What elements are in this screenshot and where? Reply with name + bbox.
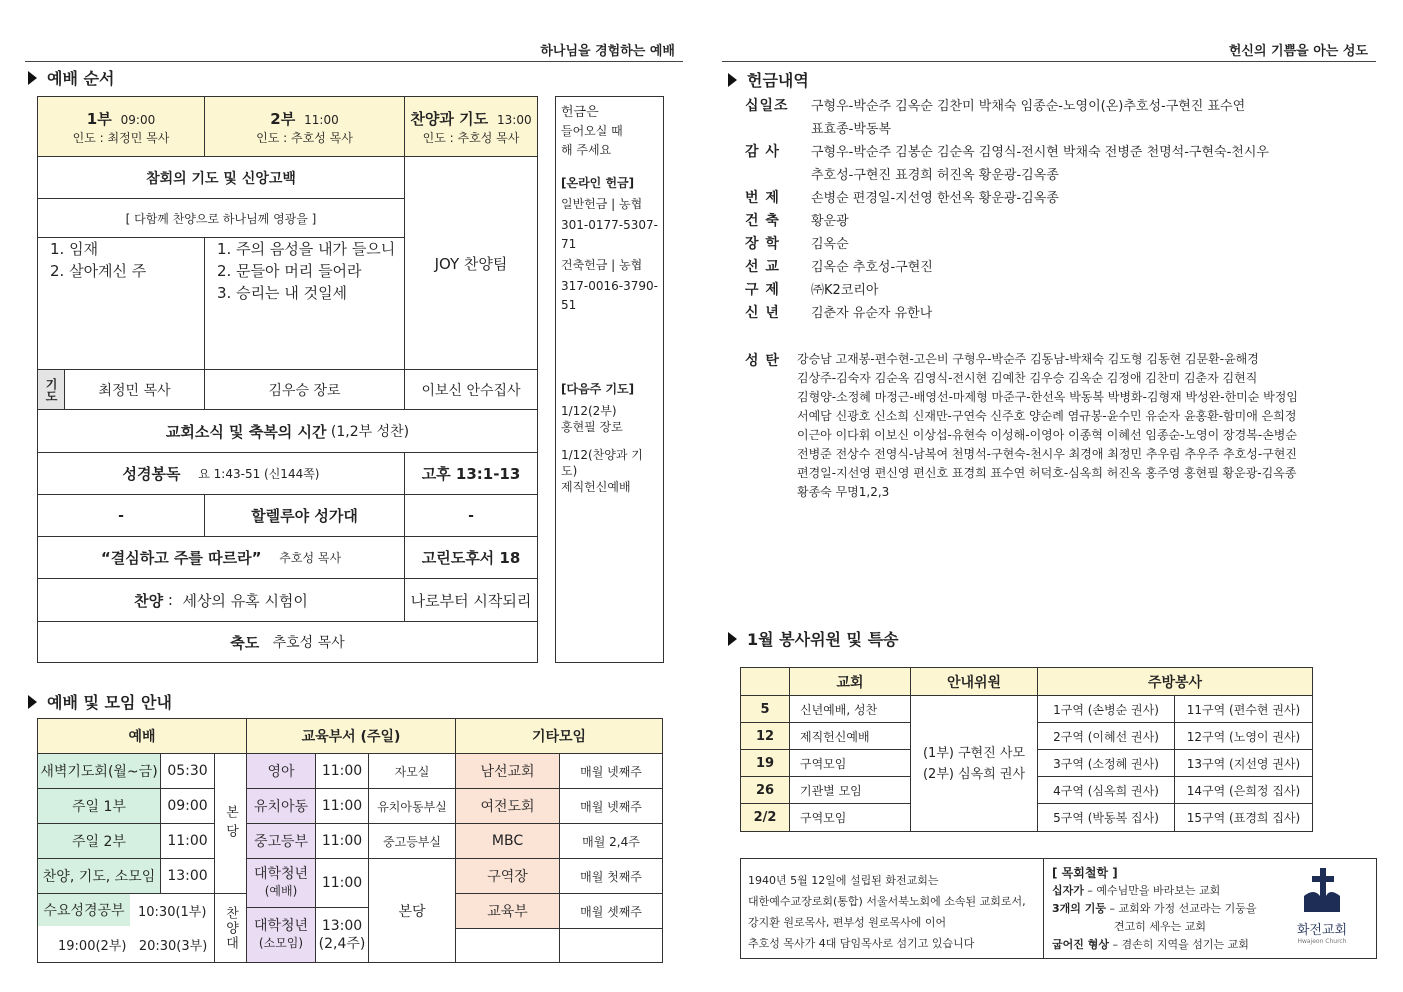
server-event-26: 기관별 모임 [789,776,911,804]
benediction-row: 축도 추호성 목사 [37,621,538,663]
meeting-place-main: 본당 [214,753,247,894]
other-edu-when: 매월 셋째주 [559,893,663,929]
hymn-service-3: 나로부터 시작되리 [404,578,538,622]
edu-kids-time: 11:00 [315,788,369,824]
offering-tithe: 십일조 구형우-박순주 김옥순 김찬미 박채숙 임종순-노영이(온)추호성-구현진 표수연 표효종-박동복 [745,98,1246,137]
sermon-service-3: 고린도후서 18 [404,536,538,579]
meeting-wednesday-name: 수요성경공부 [38,894,130,926]
meetings-header-worship: 예배 [37,718,247,754]
choir-row: 할렐루야 성가대 [204,494,405,537]
kitchen-13: 13구역 (지선영 권사) [1174,749,1313,777]
offerings-heading: 헌금내역 [728,68,809,91]
kitchen-15: 15구역 (표경희 집사) [1174,803,1313,832]
server-date-2-2: 2/2 [740,803,790,832]
offering-relief: 구 제 ㈜K2코리아 [745,282,879,298]
kitchen-12: 12구역 (노영이 권사) [1174,722,1313,750]
servers-header-blank [740,667,790,696]
meeting-wednesday-place: 찬양대 [214,893,247,963]
songs-service-2: 1. 주의 음성을 내가 들으니 2. 문들아 머리 들어라 3. 승리는 내 것일세 [204,237,405,370]
kitchen-14: 14구역 (은희정 집사) [1174,776,1313,804]
songs-service-1: 1. 임재 2. 살아계신 주 [37,237,205,370]
kitchen-2: 2구역 (이혜선 권사) [1037,722,1175,750]
right-header: 헌신의 기쁨을 아는 성도 [1228,44,1368,59]
server-event-19: 구역모임 [789,749,911,777]
confession-row: 참회의 기도 및 신앙고백 [37,156,405,199]
other-mbc-when: 매월 2,4주 [559,823,663,859]
server-event-12: 제직헌신예배 [789,722,911,750]
sermon-row: “결심하고 주를 따르라” 추호성 목사 [37,536,405,579]
left-header: 하나님을 경험하는 예배 [540,44,675,59]
meeting-praise-prayer-time: 13:00 [160,858,215,894]
other-women-when: 매월 넷째주 [559,788,663,824]
server-date-12: 12 [740,722,790,750]
server-event-5: 신년예배, 성찬 [789,695,911,723]
offering-mission: 선 교 김옥순 추호성-구현진 [745,259,933,275]
edu-youth-time: 11:00 [315,823,369,859]
edu-univ-group: 대학청년 (소모임) [246,907,316,963]
right-header-rule [722,61,1376,62]
church-history-divider [1043,858,1044,959]
meeting-wednesday-time-1: 10:30(1부) [138,905,207,920]
meetings-heading: 예배 및 모임 안내 [28,690,172,713]
offering-scholarship: 장 학 김옥순 [745,236,849,252]
prayer-label: 기도 [37,369,65,410]
church-philosophy: [ 목회철학 ] 십자가 – 예수님만을 바라보는 교회 3개의 기둥 – 교회와 가정 선교라는 기둥을 견고히 세우는 교회 굽어진 형상 – 겸손히 지역을 섬기는 교회 [1052,866,1257,951]
offering-thanks: 감 사 구형우-박순주 김봉순 김순옥 김영식-전시현 박채숙 전병준 천명석-구현숙-천시우 추호성-구현진 표경희 허진옥 황운광-김옥종 [745,144,1269,183]
service-1-header: 1부 09:00 인도 : 최정민 목사 [37,96,205,157]
offering-building: 건 축 황운광 [745,213,849,229]
other-leaders-when: 매월 첫째주 [559,858,663,894]
triangle-bullet-icon [28,71,37,85]
server-ushers: (1부) 구현진 사모 (2부) 심옥희 권사 [910,695,1038,832]
edu-univ-worship: 대학청년 (예배) [246,858,316,908]
server-event-2-2: 구역모임 [789,803,911,832]
choir-dash-1: - [37,494,205,537]
other-women: 여전도회 [455,788,560,824]
other-empty-1 [455,928,560,963]
servers-header-ushers: 안내위원 [910,667,1038,696]
meeting-sunday-2: 주일 2부 [37,823,161,859]
kitchen-11: 11구역 (편수현 권사) [1174,695,1313,723]
church-history: 1940년 5월 12일에 설립된 화전교회는 대한예수교장로회(통합) 서울서북노회에 소속된 교회로서, 강지환 원로목사, 편부성 원로목사에 이어 추호성 목사가 4대 담임목사로 섬기고 있습니다 [748,874,1026,950]
edu-infant-place: 자모실 [368,753,456,789]
choir-dash-3: - [404,494,538,537]
offering-burnt: 번 제 손병순 편경일-지선영 한선옥 황운광-김옥종 [745,190,1059,206]
meeting-sunday-1: 주일 1부 [37,788,161,824]
scripture-row: 성경봉독 요 1:43-51 (신144쪽) [37,452,405,495]
scripture-service-3: 고후 13:1-13 [404,452,538,495]
prayer-service-3: 이보신 안수집사 [404,369,538,410]
edu-infant: 영아 [246,753,316,789]
hymn-row: 찬양 : 세상의 유혹 시험이 [37,578,405,622]
meetings-header-other: 기타모임 [455,718,663,754]
triangle-bullet-icon [28,695,37,709]
triangle-bullet-icon [728,73,737,87]
prayer-service-2: 김우승 장로 [204,369,405,410]
other-men-when: 매월 넷째주 [559,753,663,789]
edu-univ-worship-time: 11:00 [315,858,369,908]
kitchen-3: 3구역 (소정혜 권사) [1037,749,1175,777]
other-empty-2 [559,928,663,963]
edu-kids: 유치아동 [246,788,316,824]
meeting-praise-prayer: 찬양, 기도, 소모임 [37,858,161,894]
meeting-dawn-time: 05:30 [160,753,215,789]
edu-kids-place: 유치아동부실 [368,788,456,824]
offering-christmas-names: 강승남 고재봉-편수현-고은비 구형우-박순주 김동남-박채숙 김도형 김동현 김문환-윤해경 김상주-김숙자 김순옥 김영식-전시현 김예찬 김우승 김옥순 김정애 김찬미 김춘자 김현직 김형양-소정혜 마정근-배영선-마제형 마준구-한선옥 박동복 박병화-김형재 박성완-한미순 박정임 서예담 신광호 신소희 신재만-구연숙 신주호 양순례 염규봉-윤수민 유순자 윤홍환-함미애 은희정 이근아 이다휘 이보신 이상섭-유현숙 이성해-이영아 이종혁 이혜선 임종순-노영이 장경복-손병순 전병준 전상수 전영식-남복여 천명석-구현숙-천시우 최경애 최정민 추우림 추우주 추호성-구현진 편경일-지선영 편신영 편신호 표경희 표수연 허덕호-심옥희 허진옥 홍주영 홍현필 황운광-김옥종 황종숙 무명1,2,3 [797,352,1298,499]
kitchen-1: 1구역 (손병순 권사) [1037,695,1175,723]
church-logo: 화전교회 Hwajeon Church [1282,866,1362,954]
other-men: 남선교회 [455,753,560,789]
church-news-row: 교회소식 및 축복의 시간 (1,2부 성찬) [37,409,538,453]
prayer-service-1: 최정민 목사 [64,369,205,410]
servers-header-church: 교회 [789,667,911,696]
servers-heading: 1월 봉사위원 및 특송 [728,627,899,650]
kitchen-5: 5구역 (박동복 집사) [1037,803,1175,832]
meetings-header-edu: 교육부서 (주일) [246,718,456,754]
meeting-dawn-prayer: 새벽기도회(월~금) [37,753,161,789]
church-cross-logo-icon [1300,866,1344,918]
other-mbc: MBC [455,823,560,859]
edu-univ-group-time: 13:00 (2,4주) [315,907,369,963]
left-header-rule [25,61,683,62]
meeting-sunday-1-time: 09:00 [160,788,215,824]
server-date-19: 19 [740,749,790,777]
server-date-5: 5 [740,695,790,723]
service-2-header: 2부 11:00 인도 : 추호성 목사 [204,96,405,157]
servers-header-kitchen: 주방봉사 [1037,667,1313,696]
edu-univ-place: 본당 [368,858,456,963]
other-leaders: 구역장 [455,858,560,894]
meeting-sunday-2-time: 11:00 [160,823,215,859]
offering-newyear: 신 년 김춘자 유순자 유한나 [745,305,933,321]
edu-youth: 중고등부 [246,823,316,859]
praise-team: JOY 찬양팀 [404,156,538,370]
triangle-bullet-icon [728,632,737,646]
edu-youth-place: 중고등부실 [368,823,456,859]
offering-info-box: 헌금은 들어오실 때 해 주세요 [온라인 헌금] 일반헌금 | 농협 301-0177-5307-71 건축헌금 | 농협 317-0016-3790-51 [다음주 기도] 1/12(2부) 홍현필 장로 1/12(찬양과 기도) 제직헌신예배 [555,96,664,663]
worship-order-heading: 예배 순서 [28,66,114,89]
kitchen-4: 4구역 (심옥희 권사) [1037,776,1175,804]
meeting-wednesday-time-2: 19:00(2부) 20:30(3부) [58,939,208,954]
praise-call-row: [ 다함께 찬양으로 하나님께 영광을 ] [37,198,405,238]
edu-infant-time: 11:00 [315,753,369,789]
other-edu: 교육부 [455,893,560,929]
service-3-header: 찬양과 기도 13:00 인도 : 추호성 목사 [404,96,538,157]
server-date-26: 26 [740,776,790,804]
offering-christmas-label: 성 탄 [745,353,780,369]
